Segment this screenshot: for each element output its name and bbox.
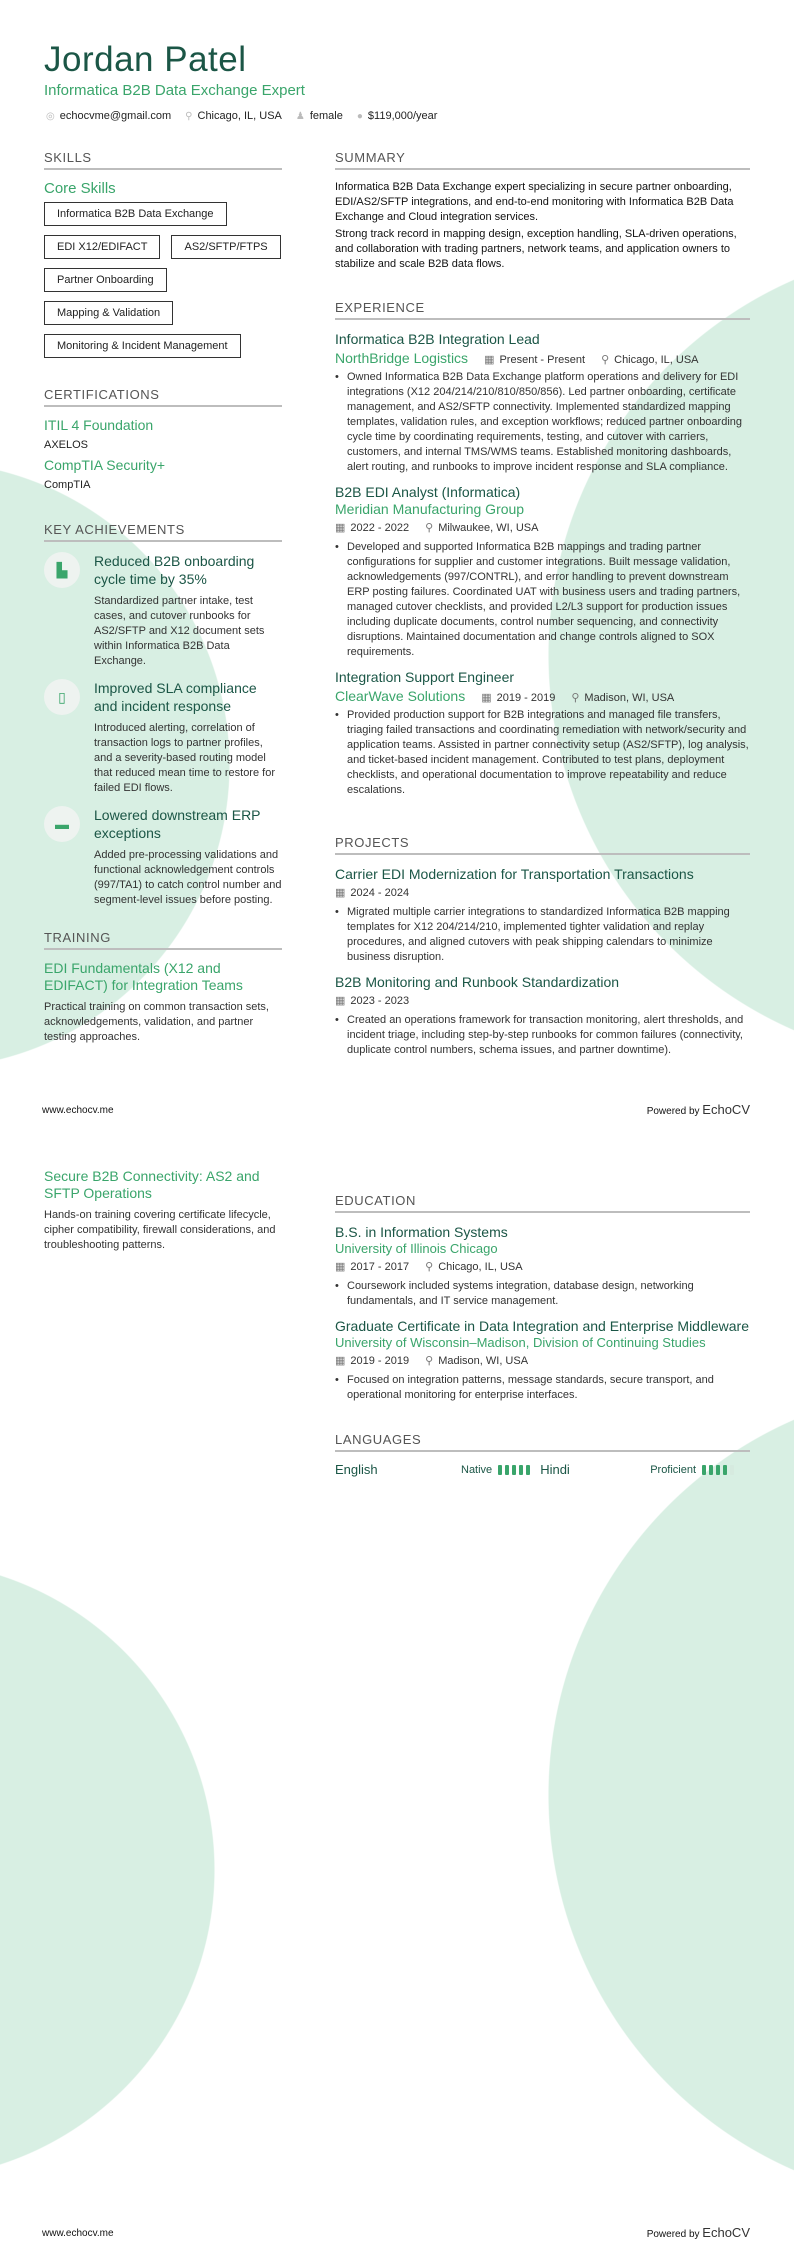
- certifications-section: [44, 387, 282, 495]
- money-icon: ●: [356, 111, 363, 122]
- edu-location: Chicago, IL, USA: [438, 1261, 523, 1273]
- section-heading: EDUCATION: [335, 1193, 750, 1213]
- job-location: Madison, WI, USA: [584, 692, 675, 704]
- rating-dot: [526, 1465, 530, 1475]
- school: University of Illinois Chicago: [335, 1241, 498, 1256]
- education-section: [335, 1193, 750, 1403]
- summary-paragraph: Strong track record in mapping design, exception handling, SLA-driven operations, and collaboration with trading partners, network teams, and application owners to stabilize and scale B2B data flows.: [335, 228, 737, 270]
- location-icon: ⚲: [571, 692, 580, 704]
- powered-by: [647, 1102, 750, 1117]
- edu-bullet: • Coursework included systems integration, database design, networking fundamentals, and IT service management.: [335, 1279, 750, 1309]
- job-bullet: • Developed and supported Informatica B2B mappings and trading partner configurations for supplier and customer integrations. Built message validation, acknowledgements (997/CONTRL), and error handling to prevent downstream ERP posting failures. Coordinated UAT with business users and trading partners, managed cutover checklists, and provided L2/L3 support for production issues including duplicate documents, control number sequencing, and connectivity disruptions. Maintained documentation and change controls aligned to SOX requirements.: [335, 540, 750, 660]
- skill-tag: Partner Onboarding: [44, 268, 167, 292]
- skills-section: [44, 150, 282, 358]
- salary: $119,000/year: [367, 110, 438, 122]
- language-name: Hindi: [540, 1462, 570, 1477]
- header: [44, 40, 305, 99]
- job-title: Informatica B2B Integration Lead: [335, 331, 540, 347]
- job-location: Chicago, IL, USA: [614, 354, 699, 366]
- brand-logo: EchoCV: [702, 1102, 750, 1117]
- training-item: [44, 1168, 282, 1253]
- training-section: [44, 930, 282, 1045]
- project-title: B2B Monitoring and Runbook Standardization: [335, 974, 620, 990]
- file-plus-icon: ▙: [44, 552, 80, 588]
- project-bullet: • Created an operations framework for transaction monitoring, alert thresholds, and incident triage, including step-by-step runbooks for common failures (connectivity, duplicate control numbers, schema issues, and partner downtime).: [335, 1013, 750, 1058]
- rating-dot: [716, 1465, 720, 1475]
- skill-tag: Monitoring & Incident Management: [44, 334, 241, 358]
- cert-issuer: CompTIA: [44, 479, 91, 491]
- calendar-icon: ▦: [481, 692, 492, 704]
- cert-title: ITIL 4 Foundation: [44, 417, 154, 433]
- location-icon: ⚲: [425, 1261, 434, 1273]
- rating-dot: [702, 1465, 706, 1475]
- location-icon: ⚲: [425, 522, 434, 534]
- degree: B.S. in Information Systems: [335, 1224, 508, 1240]
- rating-dot: [730, 1465, 734, 1475]
- candidate-title: Informatica B2B Data Exchange Expert: [44, 82, 305, 99]
- rating-dot: [723, 1465, 727, 1475]
- achievement-item: [44, 679, 282, 796]
- footer-site[interactable]: www.echocv.me: [42, 2228, 114, 2239]
- project-dates: 2024 - 2024: [350, 887, 410, 899]
- calendar-icon: ▦: [335, 1261, 346, 1273]
- section-heading: TRAINING: [44, 930, 282, 950]
- school: University of Wisconsin–Madison, Division of Continuing Studies: [335, 1335, 706, 1350]
- degree: Graduate Certificate in Data Integration and Enterprise Middleware: [335, 1318, 749, 1334]
- job-title: B2B EDI Analyst (Informatica): [335, 484, 521, 500]
- rating-dot: [519, 1465, 523, 1475]
- calendar-icon: ▦: [335, 995, 346, 1007]
- achievement-desc: Added pre-processing validations and functional acknowledgement controls (997/TA1) to catch control number and segment-level issues before posting.: [94, 849, 282, 906]
- candidate-name: Jordan Patel: [44, 40, 247, 79]
- powered-by: [647, 2225, 750, 2240]
- job-location: Milwaukee, WI, USA: [438, 522, 539, 534]
- skill-group-title: Core Skills: [44, 180, 116, 197]
- location-icon: ⚲: [601, 354, 610, 366]
- location-icon: ⚲: [425, 1355, 434, 1367]
- job-entry: [335, 668, 750, 798]
- language-rating: [498, 1465, 530, 1475]
- company: Meridian Manufacturing Group: [335, 501, 525, 517]
- project-dates: 2023 - 2023: [350, 995, 410, 1007]
- section-heading: CERTIFICATIONS: [44, 387, 282, 407]
- rating-dot: [512, 1465, 516, 1475]
- project-bullet: • Migrated multiple carrier integrations to standardized Informatica B2B mapping templates for X12 204/214/210, implemented tighter validation and replay procedures, and aligned cutovers with peak shipping calendars to minimize business disruption.: [335, 905, 750, 965]
- summary-section: [335, 150, 750, 272]
- training-desc: Hands-on training covering certificate lifecycle, cipher compatibility, firewall considerations, and troubleshooting patterns.: [44, 1209, 276, 1251]
- footer-site[interactable]: www.echocv.me: [42, 1105, 114, 1116]
- experience-section: [335, 300, 750, 798]
- rating-dot: [709, 1465, 713, 1475]
- brand-logo: EchoCV: [702, 2225, 750, 2240]
- job-title: Integration Support Engineer: [335, 669, 515, 685]
- achievement-item: [44, 552, 282, 669]
- calendar-icon: ▦: [335, 522, 346, 534]
- language-level: Proficient: [650, 1463, 697, 1476]
- language-name: English: [335, 1462, 378, 1477]
- job-dates: 2019 - 2019: [496, 692, 556, 704]
- skill-tag: Mapping & Validation: [44, 301, 173, 325]
- at-icon: ◎: [46, 111, 55, 122]
- location-icon: ⚲: [185, 111, 193, 122]
- calendar-icon: ▦: [335, 887, 346, 899]
- contact-row: [46, 110, 437, 122]
- chat-icon: ▬: [44, 806, 80, 842]
- job-entry: [335, 483, 750, 660]
- email: echocvme@gmail.com: [59, 110, 172, 122]
- achievement-title: Lowered downstream ERP exceptions: [94, 807, 261, 841]
- language-rating: [702, 1465, 734, 1475]
- edu-location: Madison, WI, USA: [438, 1355, 529, 1367]
- summary-paragraph: Informatica B2B Data Exchange expert specializing in secure partner onboarding, EDI/AS2/SFTP integrations, and end-to-end monitoring with Informatica B2B Data Exchange and Cloud integration services.: [335, 181, 734, 223]
- achievements-section: [44, 522, 282, 918]
- edu-dates: 2017 - 2017: [350, 1261, 410, 1273]
- skill-tag: Informatica B2B Data Exchange: [44, 202, 227, 226]
- skill-tag: AS2/SFTP/FTPS: [171, 235, 280, 259]
- job-dates: Present - Present: [499, 354, 586, 366]
- rating-dot: [498, 1465, 502, 1475]
- achievement-item: [44, 806, 282, 908]
- skill-tag: EDI X12/EDIFACT: [44, 235, 160, 259]
- tablet-icon: ▯: [44, 679, 80, 715]
- job-bullet: • Provided production support for B2B integrations and managed file transfers, triaging failed transactions and coordinating remediation with network/security and application teams. Assisted in partner connectivity setup (AS2/SFTP), log analysis, and ticket-based incident management. Contributed to test plans, deployment checklists, and operational documentation to improve repeatability and reduce escalations.: [335, 708, 750, 798]
- location: Chicago, IL, USA: [197, 110, 282, 122]
- powered-label: Powered by: [646, 1106, 700, 1117]
- section-heading: KEY ACHIEVEMENTS: [44, 522, 282, 542]
- edu-dates: 2019 - 2019: [350, 1355, 410, 1367]
- cert-title: CompTIA Security+: [44, 457, 165, 473]
- edu-bullet: • Focused on integration patterns, message standards, secure transport, and operational monitoring for enterprise interfaces.: [335, 1373, 750, 1403]
- section-heading: LANGUAGES: [335, 1432, 750, 1452]
- achievement-title: Reduced B2B onboarding cycle time by 35%: [94, 553, 255, 587]
- gender: female: [309, 110, 343, 122]
- section-heading: SUMMARY: [335, 150, 750, 170]
- cert-issuer: AXELOS: [44, 439, 89, 451]
- projects-section: [335, 835, 750, 1058]
- company: NorthBridge Logistics: [335, 350, 469, 366]
- job-bullet: • Owned Informatica B2B Data Exchange platform operations and delivery for EDI integrations (X12 204/214/210/810/850/856). Led partner onboarding, certificate management, and AS2/SFTP connectivity. Implemented standardized mapping templates, validation rules, and exception workflows; reduced partner onboarding cycle time by coordinating requirements, testing, and cutover with carriers, customers, and internal TMS/WMS teams. Established monitoring dashboards, alert routing, and runbooks to improve incident response and SLA compliance.: [335, 370, 750, 475]
- achievement-desc: Introduced alerting, correlation of transaction logs to partner profiles, and a severity-based routing model that reduced mean time to restore for failed EDI flows.: [94, 722, 275, 794]
- language-level: Native: [461, 1463, 493, 1476]
- achievement-desc: Standardized partner intake, test cases, and cutover runbooks for AS2/SFTP and X12 document sets within Informatica B2B Data Exchange.: [94, 595, 265, 667]
- job-entry: [335, 330, 750, 475]
- training-title: EDI Fundamentals (X12 and EDIFACT) for Integration Teams: [44, 960, 243, 993]
- languages-section: [335, 1432, 750, 1477]
- section-heading: EXPERIENCE: [335, 300, 750, 320]
- achievement-title: Improved SLA compliance and incident response: [94, 680, 257, 714]
- project-title: Carrier EDI Modernization for Transportation Transactions: [335, 866, 694, 882]
- calendar-icon: ▦: [335, 1355, 346, 1367]
- section-heading: PROJECTS: [335, 835, 750, 855]
- training-desc: Practical training on common transaction sets, acknowledgements, validation, and partner testing approaches.: [44, 1001, 269, 1043]
- person-icon: ♟: [295, 111, 305, 122]
- calendar-icon: ▦: [484, 354, 495, 366]
- job-dates: 2022 - 2022: [350, 522, 410, 534]
- rating-dot: [505, 1465, 509, 1475]
- powered-label: Powered by: [646, 2229, 700, 2240]
- training-title: Secure B2B Connectivity: AS2 and SFTP Operations: [44, 1168, 260, 1201]
- section-heading: SKILLS: [44, 150, 282, 170]
- company: ClearWave Solutions: [335, 688, 466, 704]
